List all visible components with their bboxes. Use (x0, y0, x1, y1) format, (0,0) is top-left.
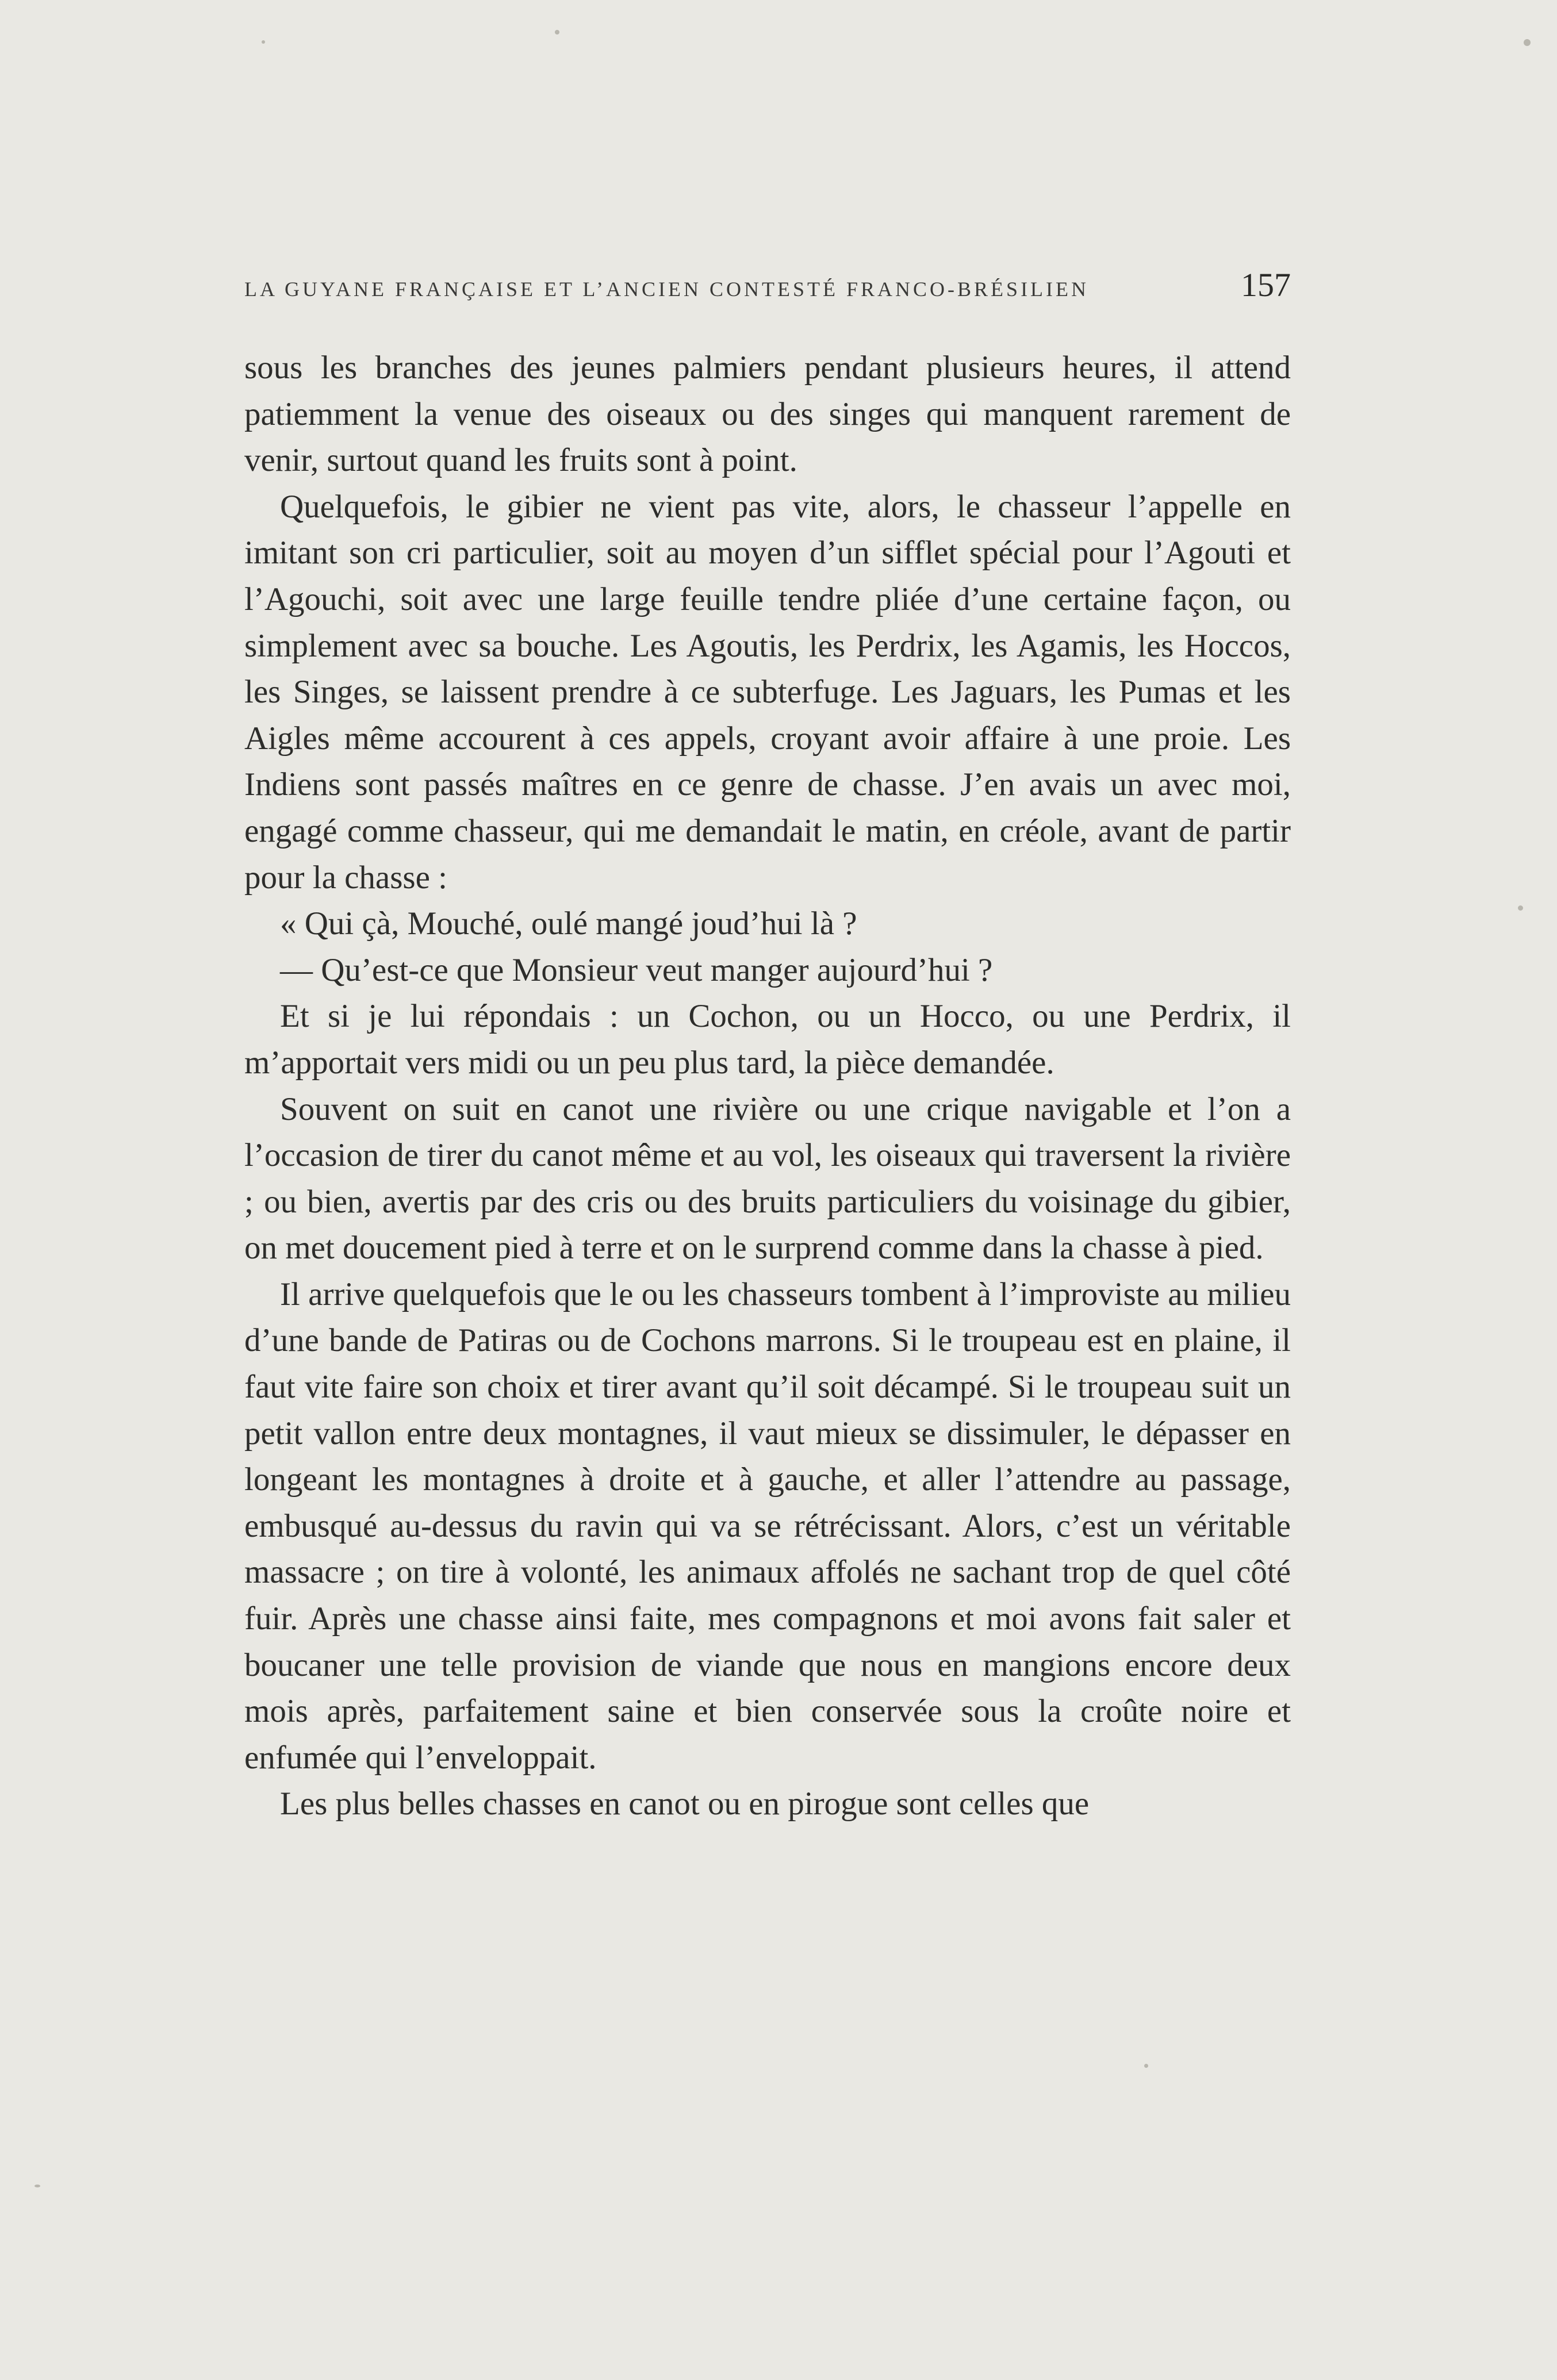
paragraph: Les plus belles chasses en canot ou en pirogue sont celles que (280, 1786, 1090, 1822)
paper-speck (1524, 39, 1531, 46)
dialogue-line: — Qu’est-ce que Monsieur veut manger aujourd’hui ? (280, 951, 993, 988)
paper-speck (1144, 2064, 1148, 2068)
paragraph-continued: sous les branches des jeunes palmiers pendant plusieurs heures, il attend patiemment la venue des oiseaux ou des singes qui manquent rarement de venir, surtout quand les fruits sont à point. (244, 350, 1291, 479)
paper-speck (1518, 905, 1523, 911)
body-text (244, 345, 1291, 1828)
paper-speck (262, 40, 265, 44)
running-title: LA GUYANE FRANÇAISE ET L’ANCIEN CONTESTÉ FRANCO-BRÉSILIEN (244, 278, 1090, 301)
paragraph: Il arrive quelquefois que le ou les chasseurs tombent à l’improviste au milieu d’une bande de Patiras ou de Cochons marrons. Si le troupeau est en plaine, il faut vite faire son choix et tirer avant qu’il soit décampé. Si le troupeau suit un petit vallon entre deux montagnes, il vaut mieux se dissimuler, le dépasser en longeant les montagnes à droite et à gauche, et aller l’attendre au passage, embusqué au-dessus du ravin qui va se rétrécissant. Alors, c’est un véritable massacre ; on tire à volonté, les animaux affolés ne sachant trop de quel côté fuir. Après une chasse ainsi faite, mes compagnons et moi avons fait saler et boucaner une telle provision de viande que nous en mangions encore deux mois après, parfaitement saine et bien conservée sous la croûte noire et enfumée qui l’enveloppait. (244, 1276, 1291, 1776)
paragraph: Souvent on suit en canot une rivière ou une crique navigable et l’on a l’occasion de tirer du canot même et au vol, les oiseaux qui traversent la rivière ; ou bien, avertis par des cris ou des bruits particuliers du voisinage du gibier, on met doucement pied à terre et on le surprend comme dans la chasse à pied. (244, 1091, 1291, 1266)
running-head (244, 266, 1291, 304)
dialogue-line: « Qui çà, Mouché, oulé mangé joud’hui là ? (280, 905, 857, 942)
paragraph: Et si je lui répondais : un Cochon, ou un Hocco, ou une Perdrix, il m’apportait vers midi ou un peu plus tard, la pièce demandée. (244, 998, 1291, 1081)
paper-speck (555, 30, 559, 34)
page-number: 157 (1241, 266, 1291, 304)
paper-speck (34, 2185, 40, 2187)
paragraph: Quelquefois, le gibier ne vient pas vite, alors, le chasseur l’appelle en imitant son cri particulier, soit au moyen d’un sifflet spécial pour l’Agouti et l’Agouchi, soit avec une large feuille tendre pliée d’une certaine façon, ou simplement avec sa bouche. Les Agoutis, les Perdrix, les Agamis, les Hoccos, les Singes, se laissent prendre à ce subterfuge. Les Jaguars, les Pumas et les Aigles même accourent à ces appels, croyant avoir affaire à une proie. Les Indiens sont passés maîtres en ce genre de chasse. J’en avais un avec moi, engagé comme chasseur, qui me demandait le matin, en créole, avant de partir pour la chasse : (244, 488, 1291, 896)
